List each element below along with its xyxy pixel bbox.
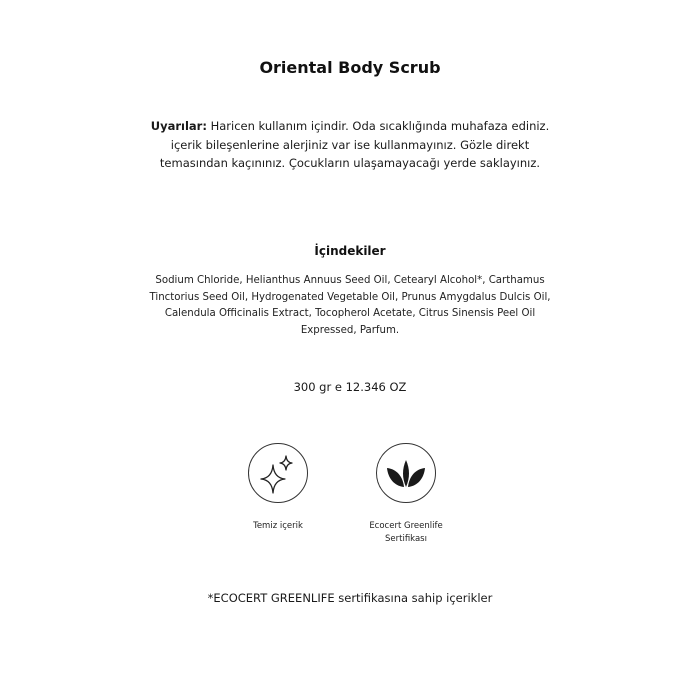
ingredients-text: Sodium Chloride, Helianthus Annuus Seed Oil, Cetearyl Alcohol*, Carthamus Tinctorius Seed Oil, Hydrogenated Vegetable Oil, Prunus Amygdalus Dulcis Oil, Calendula Officinalis Extract, Tocopherol Acetate, Citrus Sinensis Peel Oil Expressed, Parfum. bbox=[149, 275, 551, 336]
warnings-section bbox=[150, 117, 550, 173]
badge-circle bbox=[248, 443, 308, 503]
ecocert-label bbox=[326, 520, 486, 546]
badge-circle bbox=[376, 443, 436, 503]
leaf-icon bbox=[384, 451, 428, 495]
sparkle-icon bbox=[256, 451, 300, 495]
ecocert-label-line2: Sertifikası bbox=[385, 534, 427, 544]
ecocert-badge bbox=[326, 443, 486, 546]
ecocert-label-line1: Ecocert Greenlife bbox=[369, 521, 443, 531]
warnings-label: Uyarılar: bbox=[150, 119, 207, 133]
warnings-text: Haricen kullanım içindir. Oda sıcaklığında muhafaza ediniz. içerik bileşenlerine alerjiniz var ise kullanmayınız. Gözle direkt temasından kaçınınız. Çocukların ulaşamayacağı yerde saklayınız. bbox=[159, 119, 550, 170]
ingredients-title: İçindekiler bbox=[314, 244, 386, 258]
clean-ingredients-label: Temiz içerik bbox=[253, 521, 303, 531]
product-weight: 300 gr e 12.346 OZ bbox=[293, 380, 407, 394]
product-title: Oriental Body Scrub bbox=[259, 58, 441, 77]
footnote: *ECOCERT GREENLIFE sertifikasına sahip içerikler bbox=[207, 591, 493, 605]
